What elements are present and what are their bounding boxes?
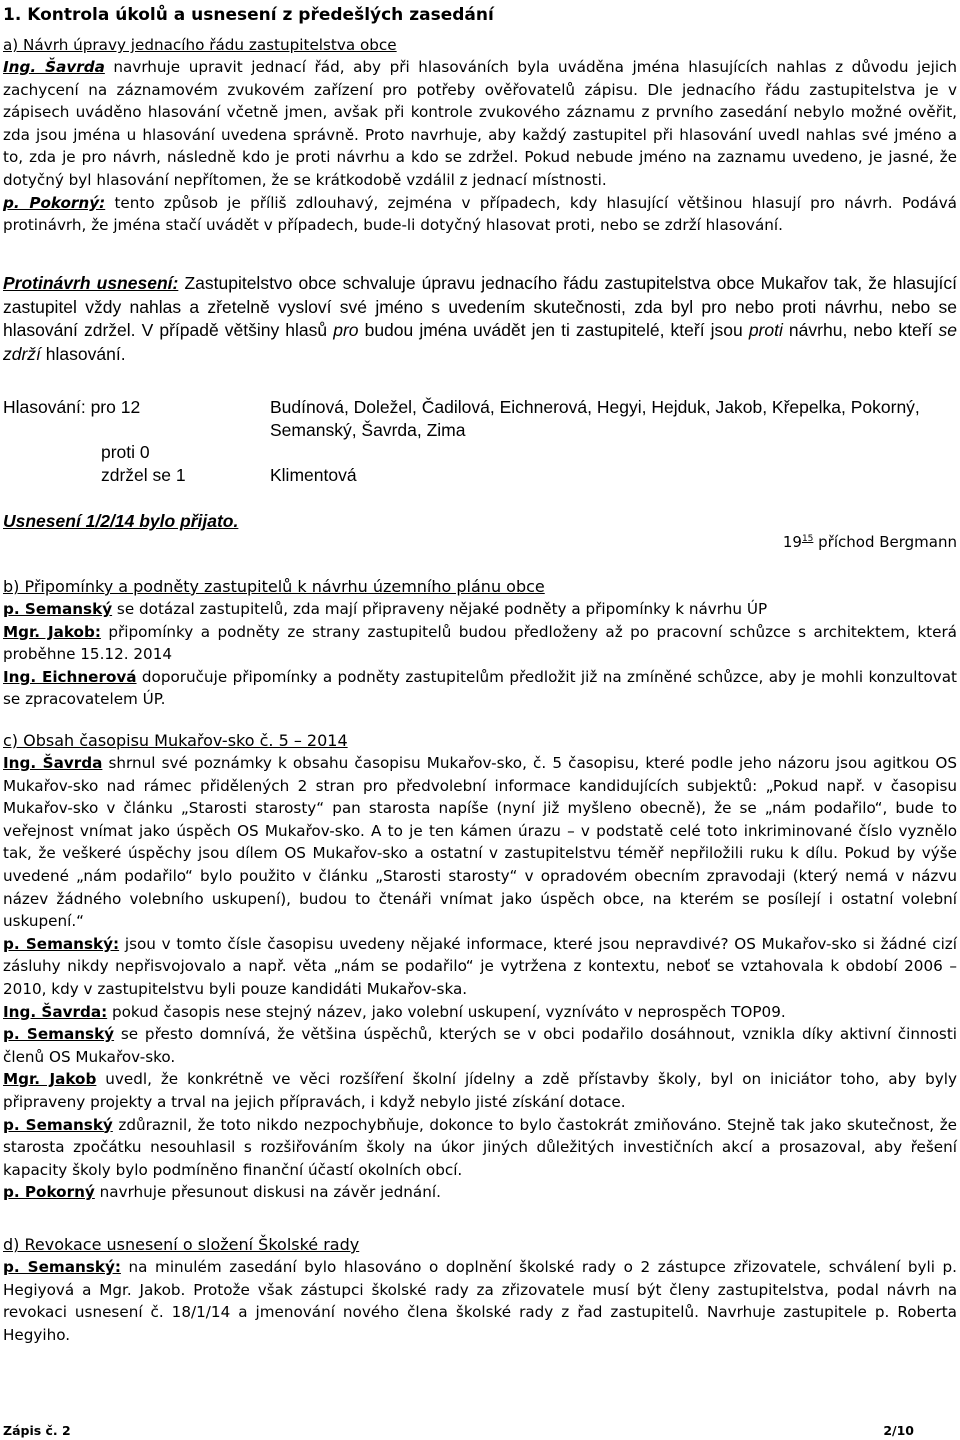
section-a [3, 34, 957, 237]
page-heading: 1. Kontrola úkolů a usnesení z předešlých zasedání [3, 5, 494, 25]
section-b-item-3: Ing. Eichnerová doporučuje připomínky a podněty zastupitelům předložit již na zmíněné schůzce, aby je mohli konzultovat se zpracovatelem ÚP. [3, 667, 957, 709]
counter-proposal [3, 272, 957, 366]
section-d-title: d) Revokace usnesení o složení Školské rady [3, 1235, 360, 1254]
section-d [3, 1234, 957, 1346]
section-c-item-6: p. Semanský zdůraznil, že toto nikdo nezpochybňuje, dokonce to bylo častokrát zmiňováno. Stejně tak jako skutečnost, že starosta zpočátku nesouhlasil s rozšiřováním školy na úkor jiných důležitých investičních akcí a prosazoval, aby řešení kapacity školy bylo podmíněno finanční účastí okolních obcí. [3, 1115, 958, 1179]
speaker: p. Semanský [3, 1115, 113, 1134]
section-c-title: c) Obsah časopisu Mukařov-sko č. 5 – 2014 [3, 731, 348, 750]
section-a-paragraph-2: p. Pokorný: tento způsob je příliš zdlouhavý, zejména v případech, kdy hlasující většinou hlasují pro návrh. Podává protinávrh, že jména stačí uvádět v případech, bude-li dotyčný hlasovat proti, nebo se zdrží hlasování. [3, 193, 957, 235]
vote-proti: proti 0 [101, 442, 150, 462]
speaker: Ing. Šavrda: [3, 1002, 108, 1021]
footer-doc-label: Zápis č. 2 [3, 1423, 71, 1438]
speaker: Ing. Eichnerová [3, 667, 137, 686]
section-c-item-7: p. Pokorný navrhuje přesunout diskusi na závěr jednání. [3, 1183, 441, 1202]
speaker: Mgr. Jakob: [3, 622, 101, 641]
resolution-status: Usnesení 1/2/14 bylo přijato. [3, 511, 239, 531]
section-c [3, 730, 957, 1204]
section-c-item-3: Ing. Šavrda: pokud časopis nese stejný název, jako volební uskupení, vyzníváto v neprospěch TOP09. [3, 1002, 786, 1021]
section-heading [3, 4, 957, 26]
speaker: p. Semanský [3, 1025, 115, 1044]
vote-label: Hlasování: pro 12 [3, 397, 141, 417]
vote-zdrzel: zdržel se 1 [101, 465, 186, 485]
section-b-title: b) Připomínky a podněty zastupitelů k návrhu územního plánu obce [3, 577, 545, 596]
section-c-item-2: p. Semanský: jsou v tomto čísle časopisu uvedeny nějaké informace, které jsou nepravdivé? OS Mukařov-sko si žádné cizí zásluhy nikdy nepřisvojovalo a např. věta „nám se podařilo“ je vytržena z kontextu, neboť se vztahovala k období 2006 – 2010, kdy v zastupitelstvu byli pouze kandidáti Mukařov-ska. [3, 934, 957, 998]
vote-zdrzel-names: Klimentová [270, 465, 357, 485]
counter-proposal-label: Protinávrh usnesení: [3, 273, 179, 293]
footer-page-number: 2/10 [883, 1423, 914, 1438]
speaker: Ing. Šavrda [3, 754, 103, 772]
speaker: p. Semanský: [3, 934, 120, 953]
section-a-paragraph-1: Ing. Šavrda navrhuje upravit jednací řád, aby při hlasováních byla uváděna jména hlasujících nahlas z důvodu jejich zachycení na záznamovém zvukovém zařízení pro potřeby ověřovatelů zápisu. Dle jednacího řádu zastupitelstva je v zápisech uváděno hlasování včetně jmen, avšak při kontrole zvukového záznamu z prvního zasedání nebylo možné ověřit, zda jsou jména u hlasování uvedena správně. Proto navrhuje, aby každý zastupitel při hlasování uvedl nahlas své jméno a to, zda je pro návrh, následně kdo je proti návrhu a kdo se zdržel. Pokud nebude jméno na zaznamu uvedeno, je jasné, že dotyčný byl hlasování nepřítomen, že se krátkodobě vzdálil z jednací místnosti. [3, 58, 958, 189]
section-c-item-1: Ing. Šavrda shrnul své poznámky k obsahu časopisu Mukařov-sko, č. 5 časopisu, které podle jeho názoru jsou agitkou OS Mukařov-sko nad rámec přidělených 2 stran pro předvolební informace kandidujících subjektů: „Pokud např. v časopisu Mukařov-sko v článku „Starosti starosty“ pan starosta napíše (nyní již myšleno obecně), že se „nám podařilo“, bude to veřejnost vnímat jako úspěch OS Mukařov-sko. A to je ten kámen úrazu – v podstatě celé toto inkriminované číslo vyznělo tak, že veškeré úspěchy jsou dílem OS Mukařov-sko a ostatní v zastupitelstvu téměř nepřiložili ruku k dílu. Pokud by výše uvedené „nám podařilo“ bylo použito v článku „Starosti starosty“ v opradovém obecním zpravodaji (který nemá v názvu název žádného volebního uskupení), budou to čtenáři vnímat jako úspěch obce, na kterém se posílejí i ostatní volební uskupení.“ [3, 754, 958, 931]
vote-pro-names: Budínová, Doležel, Čadilová, Eichnerová, Hegyi, Hejduk, Jakob, Křepelka, Pokorný, Semanský, Šavrda, Zima [270, 397, 920, 440]
section-b-item-1: p. Semanský se dotázal zastupitelů, zda mají připraveny nějaké podněty a připomínky k návrhu ÚP [3, 600, 768, 618]
arrival-note: $19^{15}$ příchod Bergmann [782, 533, 957, 551]
section-c-item-4: p. Semanský se přesto domnívá, že většina úspěchů, kterých se v obci podařilo dosáhnout, vznikla díky aktivní činnosti členů OS Mukařov-sko. [3, 1025, 958, 1066]
speaker: Mgr. Jakob [3, 1070, 97, 1089]
section-d-item-1: p. Semanský: na minulém zasedání bylo hlasováno o doplnění školské rady o 2 zástupce zřizovatele, schválení byli p. Hegiyová a Mgr. Jakob. Protože však zástupci školské rady za zřizovatele musí být členy zastupitelstva, podal návrh na revokaci usnesení č. 18/1/14 a jmenování nového člena školské rady z řad zastupitelů. Navrhuje zastupitele p. Roberta Hegyiho. [3, 1258, 957, 1344]
section-c-item-5: Mgr. Jakob uvedl, že konkrétně ve věci rozšíření školní jídelny a zdě přístavby školy, byl on iniciátor toho, aby byly připraveny projekty a trval na jejich přípravách, i když nebylo jisté získání dotace. [3, 1070, 957, 1111]
counter-proposal-text: Protinávrh usnesení: Zastupitelstvo obce schvaluje úpravu jednacího řádu zastupitelstva obce Mukařov tak, že hlasující zastupitel vždy nahlas a zřetelně vysloví své jméno s uvedením skutečnosti, zda byl pro nebo proti návrhu, nebo se hlasování zdržel. V případě většiny hlasů pro budou jména uvádět jen ti zastupitelé, kteří jsou proti návrhu, nebo kteří se zdrží hlasování. [3, 273, 957, 364]
speaker: p. Semanský: [3, 1258, 121, 1276]
speaker: p. Semanský [3, 600, 113, 618]
speaker: p. Pokorný: [3, 193, 106, 212]
section-b [3, 576, 957, 711]
section-b-item-2: Mgr. Jakob: připomínky a podněty ze strany zastupitelů budou předloženy až po pracovní schůzce s architektem, která proběhne 15.12. 2014 [3, 622, 957, 664]
speaker: p. Pokorný [3, 1183, 95, 1202]
section-a-title: a) Návrh úpravy jednacího řádu zastupitelstva obce [3, 36, 397, 54]
speaker: Ing. Šavrda [3, 58, 105, 76]
